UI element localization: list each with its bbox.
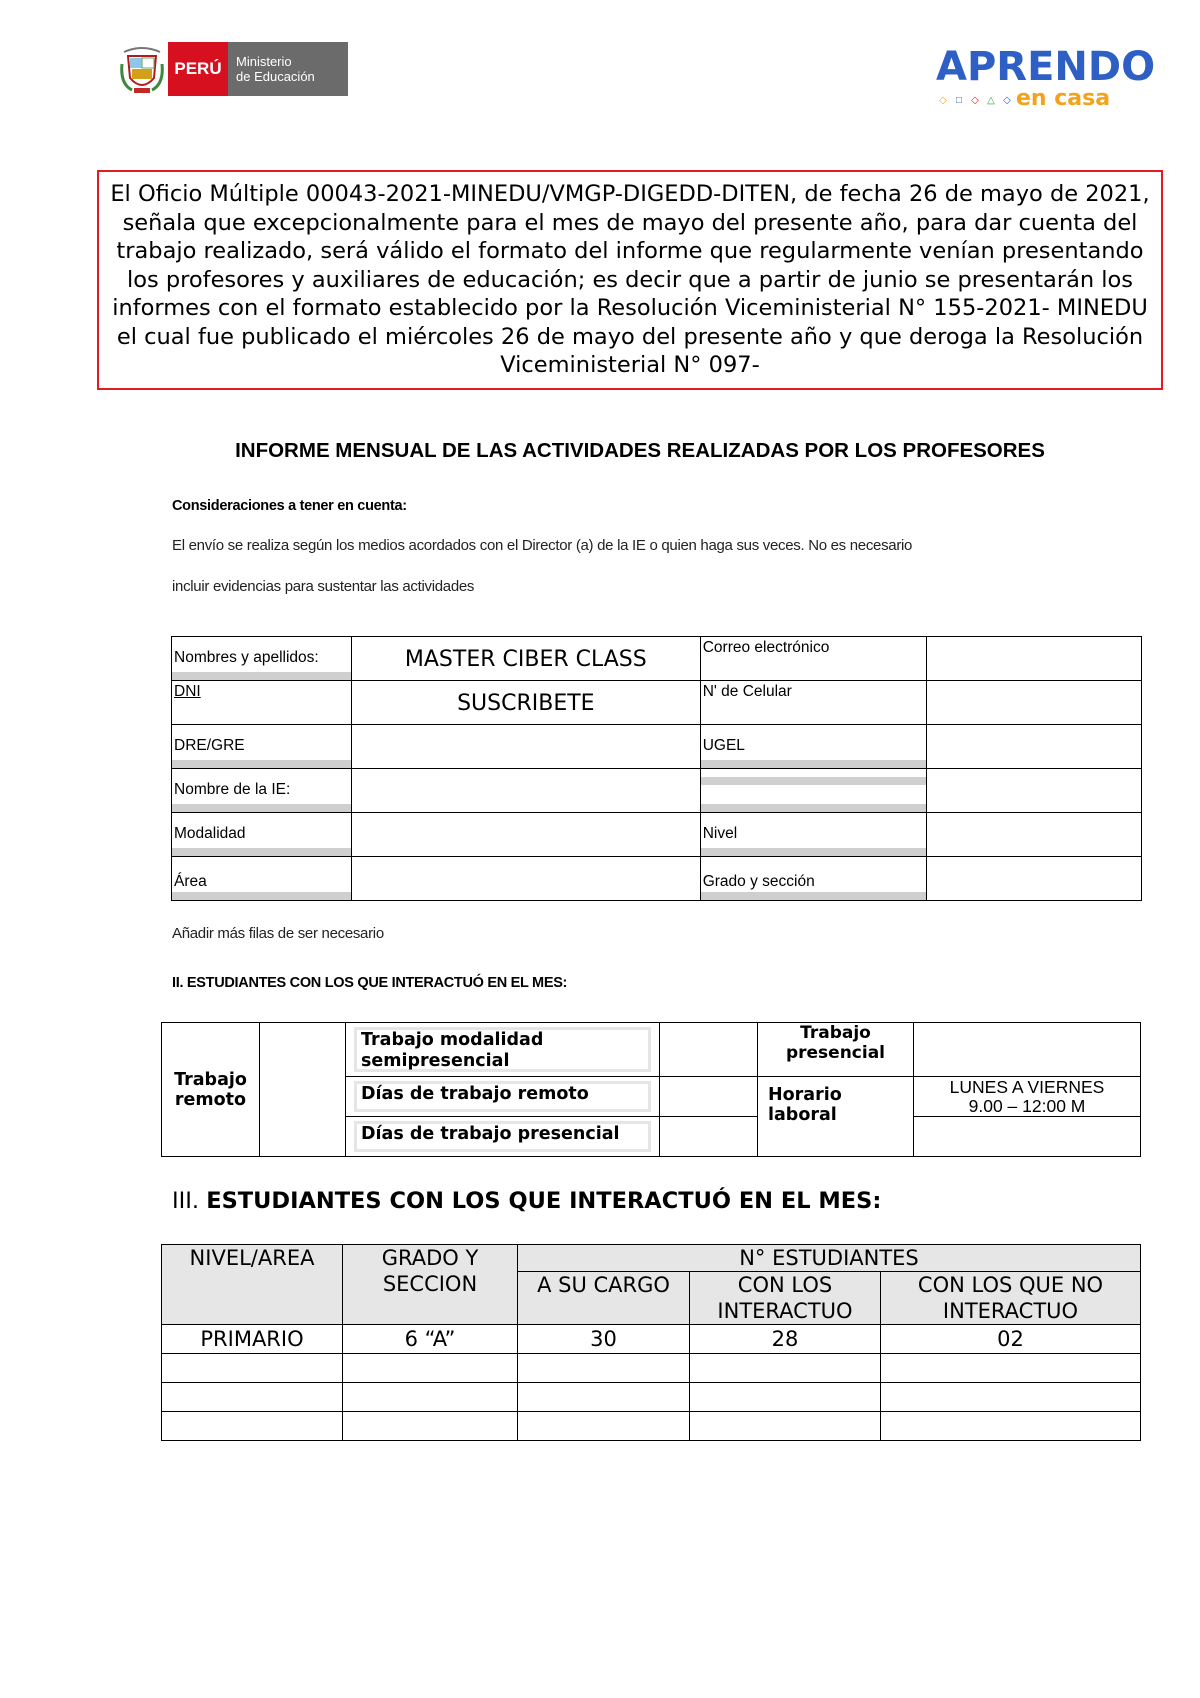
teacher-info-table bbox=[171, 636, 1142, 901]
ministerio-logo bbox=[228, 42, 348, 96]
ministerio-line1: Ministerio bbox=[236, 54, 292, 69]
table-row bbox=[172, 637, 1142, 681]
col-estudiantes-label: N° ESTUDIANTES bbox=[739, 1246, 919, 1270]
students-table bbox=[161, 1244, 1141, 1441]
semipresencial-label: Trabajo modalidad semipresencial bbox=[361, 1030, 544, 1071]
dias-presencial-label: Días de trabajo presencial bbox=[361, 1124, 620, 1144]
cell-no-interactuo[interactable]: 02 bbox=[881, 1325, 1141, 1354]
col-no-interactuo-header bbox=[881, 1272, 1141, 1325]
section3-prefix: III. bbox=[172, 1188, 207, 1214]
table-row bbox=[172, 725, 1142, 769]
aprendo-en-casa-logo bbox=[936, 44, 1156, 116]
cell-nivel[interactable] bbox=[162, 1412, 343, 1441]
peru-logo bbox=[168, 42, 228, 96]
dias-presencial-cell bbox=[346, 1117, 660, 1157]
area-value-cell[interactable] bbox=[351, 857, 700, 901]
ie-label: Nombre de la IE: bbox=[174, 781, 291, 798]
col-grado-label: GRADO Y SECCION bbox=[381, 1246, 479, 1296]
col-nivel-header bbox=[162, 1245, 343, 1325]
trabajo-remoto-label: Trabajo remoto bbox=[174, 1069, 247, 1110]
trabajo-remoto-value-cell[interactable] bbox=[260, 1023, 346, 1157]
aprendo-subtitle: en casa bbox=[1016, 86, 1111, 111]
table-row bbox=[162, 1325, 1141, 1354]
grado-label: Grado y sección bbox=[702, 873, 815, 890]
section2-heading: II. ESTUDIANTES CON LOS QUE INTERACTUÓ EN EL MES: bbox=[172, 975, 568, 991]
celular-label-cell bbox=[700, 681, 926, 725]
section3-heading-text: ESTUDIANTES CON LOS QUE INTERACTUÓ EN EL MES: bbox=[206, 1188, 882, 1214]
area-label: Área bbox=[174, 873, 207, 890]
cell-no-interactuo[interactable] bbox=[881, 1412, 1141, 1441]
correo-value-cell[interactable] bbox=[926, 637, 1141, 681]
horario-laboral-cell bbox=[758, 1077, 914, 1157]
cell-interactuo[interactable] bbox=[690, 1383, 881, 1412]
peru-coat-of-arms-icon bbox=[120, 44, 164, 96]
table-row bbox=[172, 681, 1142, 725]
modalidad-label: Modalidad bbox=[174, 825, 246, 842]
empty-value-cell[interactable] bbox=[926, 769, 1141, 813]
col-cargo-label: A SU CARGO bbox=[537, 1273, 670, 1297]
considerations-line2: incluir evidencias para sustentar las actividades bbox=[172, 578, 475, 595]
table-row bbox=[162, 1354, 1141, 1383]
dias-remoto-value-cell[interactable] bbox=[660, 1077, 758, 1117]
dre-label: DRE/GRE bbox=[174, 737, 245, 754]
cell-cargo[interactable] bbox=[518, 1383, 690, 1412]
modalidad-label-cell bbox=[172, 813, 352, 857]
cell-interactuo[interactable]: 28 bbox=[690, 1325, 881, 1354]
ugel-value-cell[interactable] bbox=[926, 725, 1141, 769]
table-row bbox=[172, 857, 1142, 901]
dni-label-cell bbox=[172, 681, 352, 725]
considerations-line1: El envío se realiza según los medios acordados con el Director (a) de la IE o quien haga sus veces. No es necesario bbox=[172, 537, 913, 554]
cell-cargo[interactable]: 30 bbox=[518, 1325, 690, 1354]
work-mode-table bbox=[161, 1022, 1141, 1157]
aprendo-shapes: ◇ □ ◇ △ ◇ bbox=[939, 95, 1011, 106]
aprendo-title: APRENDO bbox=[936, 44, 1156, 90]
horario-line1: LUNES A VIERNES bbox=[949, 1076, 1105, 1097]
peru-logo-text: PERÚ bbox=[174, 59, 222, 78]
dni-value: SUSCRIBETE bbox=[457, 691, 595, 716]
celular-value-cell[interactable] bbox=[926, 681, 1141, 725]
nivel-label: Nivel bbox=[702, 825, 738, 842]
ugel-label-cell bbox=[700, 725, 926, 769]
cell-cargo[interactable] bbox=[518, 1412, 690, 1441]
trabajo-presencial-label: Trabajo presencial bbox=[785, 1023, 886, 1063]
cell-interactuo[interactable] bbox=[690, 1412, 881, 1441]
dias-remoto-label: Días de trabajo remoto bbox=[361, 1084, 589, 1104]
grado-value-cell[interactable] bbox=[926, 857, 1141, 901]
dni-value-cell[interactable] bbox=[351, 681, 700, 725]
nombres-value-cell[interactable] bbox=[351, 637, 700, 681]
trabajo-remoto-cell bbox=[162, 1023, 260, 1157]
col-grado-header bbox=[343, 1245, 518, 1325]
cell-no-interactuo[interactable] bbox=[881, 1383, 1141, 1412]
cell-cargo[interactable] bbox=[518, 1354, 690, 1383]
section3-heading bbox=[172, 1188, 881, 1214]
ie-value-cell[interactable] bbox=[351, 769, 700, 813]
notice-box bbox=[97, 170, 1163, 390]
cell-grado[interactable]: 6 “A” bbox=[343, 1325, 518, 1354]
cell-grado[interactable] bbox=[343, 1383, 518, 1412]
notice-text: El Oficio Múltiple 00043-2021-MINEDU/VMGP-DIGEDD-DITEN, de fecha 26 de mayo de 2021, señala que excepcionalmente para el mes de mayo del presente año, para dar cuenta del trabajo realizado, será válido el formato del informe que regularmente venían presentando los profesores y auxiliares de educación; es decir que a partir de junio se presentarán los informes con el formato establecido por la Resolución Viceministerial N° 155-2021- MINEDU el cual fue publicado el miércoles 26 de mayo del presente año y que deroga la Resolución Viceministerial N° 097- bbox=[110, 181, 1150, 378]
ministerio-line2: de Educación bbox=[236, 69, 315, 84]
dias-remoto-cell bbox=[346, 1077, 660, 1117]
dni-label: DNI bbox=[174, 683, 201, 700]
ie-label-cell bbox=[172, 769, 352, 813]
dre-value-cell[interactable] bbox=[351, 725, 700, 769]
horario-extra-cell[interactable] bbox=[914, 1117, 1141, 1157]
semipresencial-cell bbox=[346, 1023, 660, 1077]
grado-label-cell bbox=[700, 857, 926, 901]
table-row bbox=[172, 813, 1142, 857]
trabajo-presencial-value-cell[interactable] bbox=[914, 1023, 1141, 1077]
celular-label: N' de Celular bbox=[702, 683, 792, 700]
cell-nivel[interactable] bbox=[162, 1383, 343, 1412]
cell-no-interactuo[interactable] bbox=[881, 1354, 1141, 1383]
table-header-row bbox=[162, 1245, 1141, 1272]
correo-label-cell bbox=[700, 637, 926, 681]
table-row bbox=[162, 1412, 1141, 1441]
nivel-value-cell[interactable] bbox=[926, 813, 1141, 857]
cell-nivel[interactable]: PRIMARIO bbox=[162, 1325, 343, 1354]
dre-label-cell bbox=[172, 725, 352, 769]
col-no-interactuo-label: CON LOS QUE NO INTERACTUO bbox=[917, 1273, 1104, 1323]
nivel-label-cell bbox=[700, 813, 926, 857]
table-row bbox=[172, 769, 1142, 813]
empty-label-cell bbox=[700, 769, 926, 813]
table-row bbox=[162, 1023, 1141, 1077]
col-interactuo-label: CON LOS INTERACTUO bbox=[717, 1273, 853, 1323]
nombres-label: Nombres y apellidos: bbox=[174, 649, 319, 666]
dias-presencial-value-cell[interactable] bbox=[660, 1117, 758, 1157]
cell-grado[interactable] bbox=[343, 1354, 518, 1383]
add-rows-note: Añadir más filas de ser necesario bbox=[172, 925, 384, 942]
col-estudiantes-header bbox=[518, 1245, 1141, 1272]
horario-line2: 9.00 – 12:00 M bbox=[968, 1095, 1086, 1116]
ugel-label: UGEL bbox=[702, 737, 745, 754]
semipresencial-value-cell[interactable] bbox=[660, 1023, 758, 1077]
correo-label: Correo electrónico bbox=[702, 639, 830, 656]
table-row bbox=[162, 1383, 1141, 1412]
col-interactuo-header bbox=[690, 1272, 881, 1325]
horario-laboral-label: Horario laboral bbox=[768, 1085, 842, 1125]
cell-grado[interactable] bbox=[343, 1412, 518, 1441]
modalidad-value-cell[interactable] bbox=[351, 813, 700, 857]
horario-value-cell[interactable] bbox=[914, 1077, 1141, 1117]
nombres-label-cell bbox=[172, 637, 352, 681]
col-nivel-label: NIVEL/AREA bbox=[189, 1246, 315, 1270]
considerations-heading: Consideraciones a tener en cuenta: bbox=[172, 498, 407, 514]
cell-interactuo[interactable] bbox=[690, 1354, 881, 1383]
col-cargo-header bbox=[518, 1272, 690, 1325]
area-label-cell bbox=[172, 857, 352, 901]
report-title: INFORME MENSUAL DE LAS ACTIVIDADES REALIZADAS POR LOS PROFESORES bbox=[235, 439, 1045, 462]
nombres-value: MASTER CIBER CLASS bbox=[404, 647, 647, 672]
trabajo-presencial-cell bbox=[758, 1023, 914, 1077]
cell-nivel[interactable] bbox=[162, 1354, 343, 1383]
